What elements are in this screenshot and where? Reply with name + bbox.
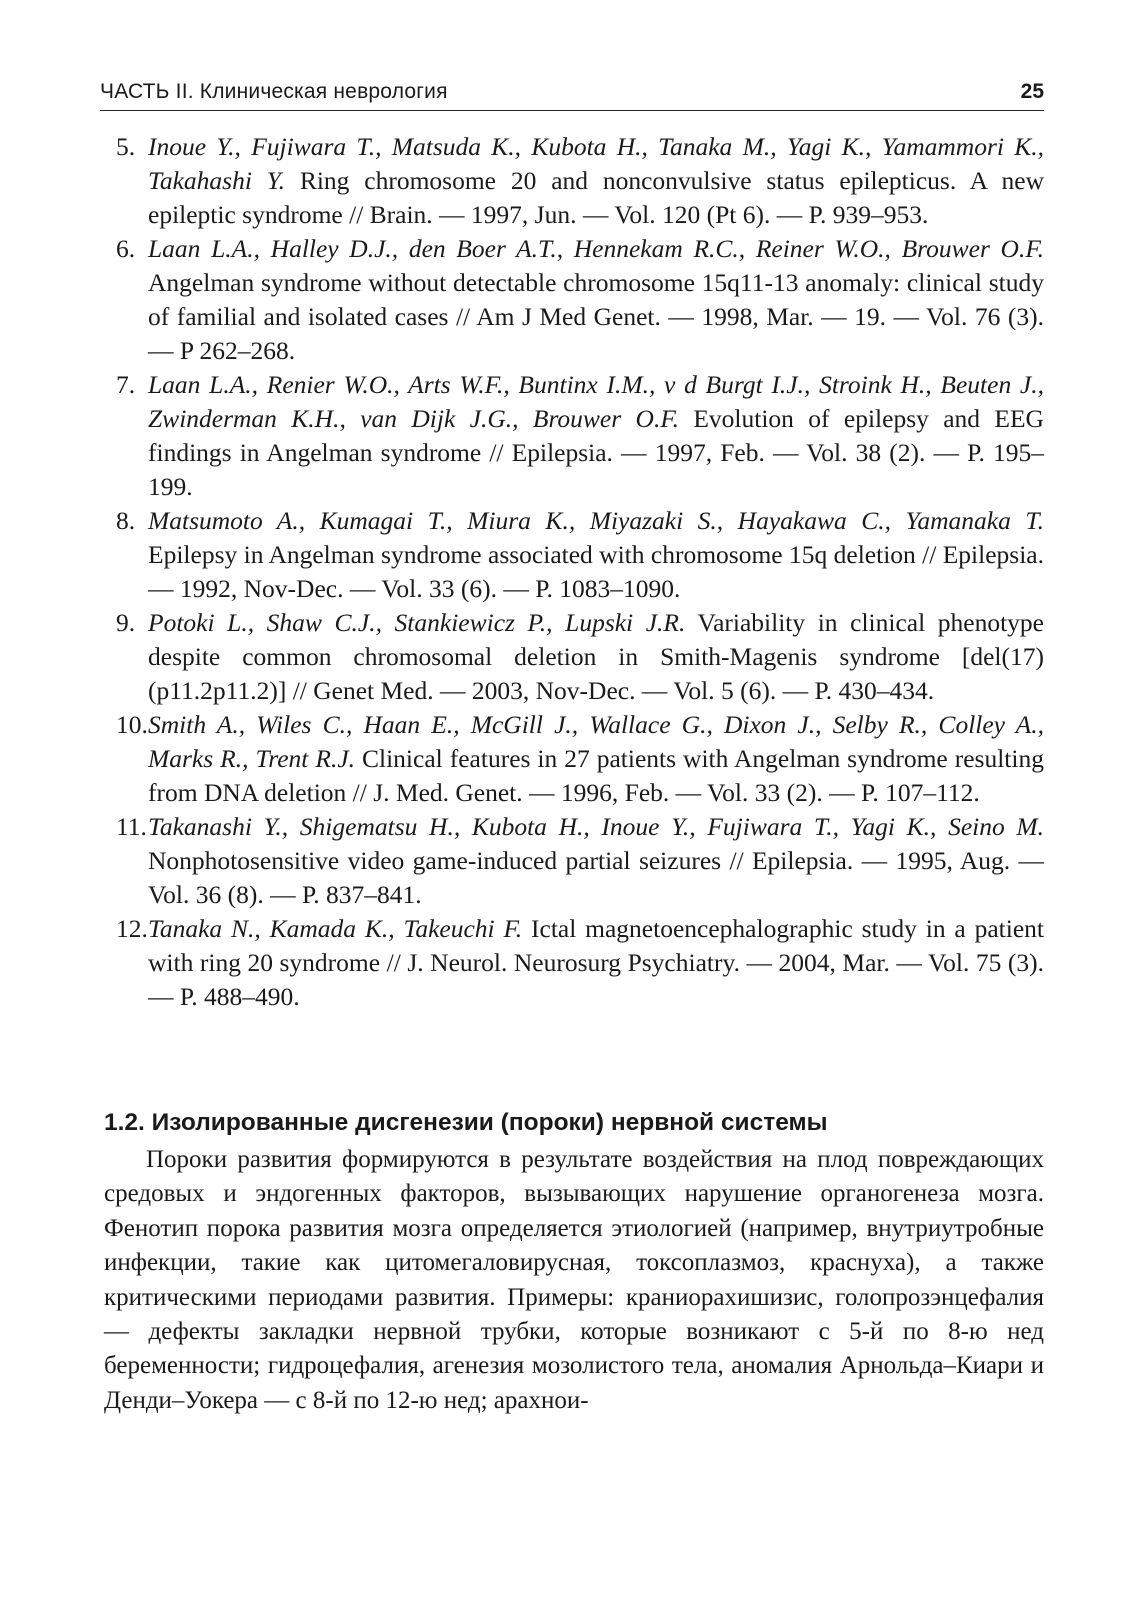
running-header: [100, 76, 1044, 111]
reference-number: 7.: [116, 370, 136, 399]
page-number: 25: [1020, 80, 1044, 103]
reference-authors: Potoki L., Shaw C.J., Stankiewicz P., Lupski J.R.: [148, 608, 686, 637]
reference-number: 9.: [116, 608, 136, 637]
reference-authors: Takanashi Y., Shigematsu H., Kubota H., Inoue Y., Fujiwara T., Yagi K., Seino M.: [148, 812, 1044, 841]
reference-text: Ictal magnetoencephalographic study in a patient with ring 20 syndrome // J. Neurol. Neurosurg Psychiatry. — 2004, Mar. — Vol. 75 (3). — P. 488–490.: [148, 914, 1044, 1011]
reference-item: [116, 130, 1044, 232]
reference-item: [116, 232, 1044, 368]
reference-text: Evolution of epilepsy and EEG findings in Angelman syndrome // Epilepsia. — 1997, Feb. — Vol. 38 (2). — P. 195–199.: [148, 404, 1044, 501]
reference-authors: Tanaka N., Kamada K., Takeuchi F.: [148, 914, 523, 943]
body-paragraph: Пороки развития формируются в результате воздействия на плод повреждающих средовых и эндогенных факторов, вызывающих нарушение органогенеза мозга. Фенотип порока развития мозга определяется этиологией (например, внутриутробные инфекции, такие как цитомегаловирусная, токсоплазмоз, краснуха), а также критическими периодами развития. Примеры: краниорахишизис, голопрозэнцефалия — дефекты закладки нервной трубки, которые возникают с 5-й по 8-ю нед беременности; гидроцефалия, агенезия мозолистого тела, аномалия Арнольда–Киари и Денди–Уокера — с 8-й по 12-ю нед; арахнои-: [104, 1146, 1044, 1414]
reference-authors: Inoue Y., Fujiwara T., Matsuda K., Kubota H., Tanaka M., Yagi K., Yamammori K., Takahashi Y.: [148, 132, 1044, 195]
reference-body: [148, 368, 1044, 504]
reference-item: [116, 606, 1044, 708]
reference-authors: Matsumoto A., Kumagai T., Miura K., Miyazaki S., Hayakawa C., Yamanaka T.: [148, 506, 1044, 535]
reference-list: [116, 130, 1044, 1014]
reference-number: 6.: [116, 234, 136, 263]
reference-body: [148, 810, 1044, 912]
reference-body: [148, 232, 1044, 368]
reference-number: 12.: [116, 914, 148, 943]
reference-item: [116, 912, 1044, 1014]
reference-item: [116, 504, 1044, 606]
reference-number: 5.: [116, 132, 136, 161]
reference-item: [116, 368, 1044, 504]
reference-authors: Laan L.A., Renier W.O., Arts W.F., Buntinx I.M., v d Burgt I.J., Stroink H., Beuten J., Zwinderman K.H., van Dijk J.G., Brouwer O.F.: [148, 370, 1044, 433]
reference-body: [148, 130, 1044, 232]
reference-body: [148, 912, 1044, 1014]
reference-number: 8.: [116, 506, 136, 535]
reference-number: 11.: [116, 812, 147, 841]
running-title: ЧАСТЬ II. Клиническая неврология: [100, 80, 448, 103]
reference-text: Ring chromosome 20 and nonconvulsive status epilepticus. A new epileptic syndrome // Brain. — 1997, Jun. — Vol. 120 (Pt 6). — P. 939–953.: [148, 166, 1044, 229]
reference-text: Nonphotosensitive video game-induced partial seizures // Epilepsia. — 1995, Aug. — Vol. 36 (8). — P. 837–841.: [148, 846, 1044, 909]
section-heading: 1.2. Изолированные дисгенезии (пороки) нервной системы: [104, 1109, 828, 1136]
reference-number: 10.: [116, 710, 148, 739]
reference-body: [148, 606, 1044, 708]
reference-text: Clinical features in 27 patients with Angelman syndrome resulting from DNA deletion // J. Med. Genet. — 1996, Feb. — Vol. 33 (2). — P. 107–112.: [148, 744, 1044, 807]
reference-item: [116, 708, 1044, 810]
reference-body: [148, 708, 1044, 810]
reference-item: [116, 810, 1044, 912]
reference-body: [148, 504, 1044, 606]
reference-authors: Smith A., Wiles C., Haan E., McGill J., Wallace G., Dixon J., Selby R., Colley A., Marks R., Trent R.J.: [148, 710, 1044, 773]
reference-authors: Laan L.A., Halley D.J., den Boer A.T., Hennekam R.C., Reiner W.O., Brouwer O.F.: [148, 234, 1044, 263]
reference-text: Epilepsy in Angelman syndrome associated with chromosome 15q deletion // Epilepsia. — 1992, Nov-Dec. — Vol. 33 (6). — P. 1083–1090.: [148, 540, 1044, 603]
reference-text: Variability in clinical phenotype despite common chromosomal deletion in Smith-Magenis syndrome [del(17)(p11.2p11.2)] // Genet Med. — 2003, Nov-Dec. — Vol. 5 (6). — P. 430–434.: [148, 608, 1044, 705]
reference-text: Angelman syndrome without detectable chromosome 15q11-13 anomaly: clinical study of familial and isolated cases // Am J Med Genet. — 1998, Mar. — 19. — Vol. 76 (3). — P 262–268.: [148, 268, 1044, 365]
